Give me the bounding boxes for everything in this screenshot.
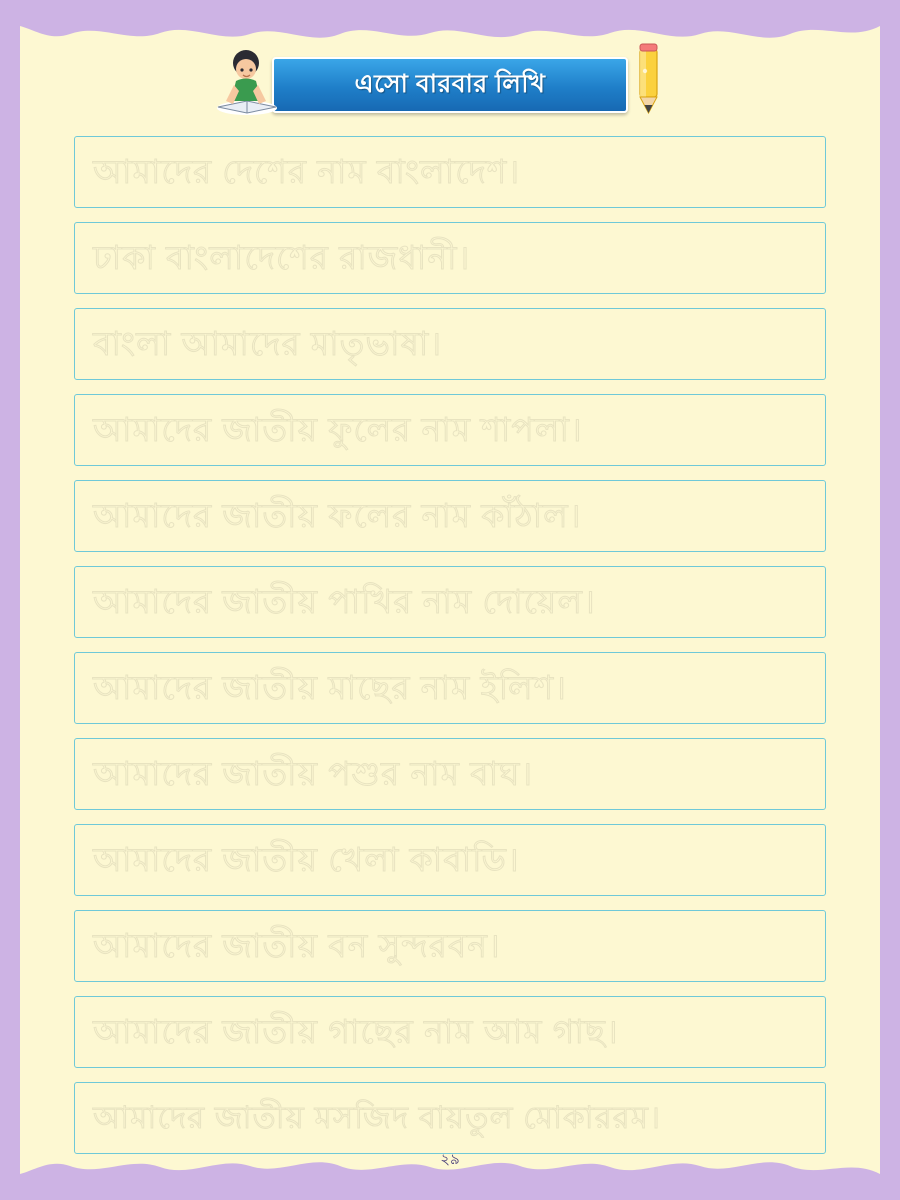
pencil-icon <box>626 43 670 119</box>
trace-text: আমাদের জাতীয় মসজিদ বায়তুল মোকাররম। <box>93 1099 662 1135</box>
header-banner <box>272 57 628 113</box>
practice-line-row[interactable] <box>74 566 826 638</box>
practice-line-row[interactable] <box>74 738 826 810</box>
trace-text: আমাদের জাতীয় খেলা কাবাডি। <box>93 840 520 878</box>
practice-line-row[interactable] <box>74 222 826 294</box>
header-banner-area <box>0 52 900 118</box>
practice-line-row[interactable] <box>74 480 826 552</box>
practice-line-row[interactable] <box>74 394 826 466</box>
practice-lines-list <box>74 136 826 1168</box>
trace-text: বাংলা আমাদের মাতৃভাষা। <box>93 324 443 362</box>
page-title: এসো বারবার লিখি <box>354 69 546 98</box>
trace-text: আমাদের জাতীয় পাখির নাম দোয়েল। <box>93 582 596 620</box>
practice-line-row[interactable] <box>74 824 826 896</box>
trace-text: আমাদের জাতীয় ফুলের নাম শাপলা। <box>93 410 583 448</box>
trace-text: আমাদের দেশের নাম বাংলাদেশ। <box>93 152 521 190</box>
decorative-wave-top <box>20 20 880 46</box>
practice-line-row[interactable] <box>74 910 826 982</box>
page-number-footer <box>0 1147 900 1174</box>
trace-text: আমাদের জাতীয় ফলের নাম কাঁঠাল। <box>93 496 582 534</box>
trace-text: আমাদের জাতীয় বন সুন্দরবন। <box>93 926 501 964</box>
practice-line-row[interactable] <box>74 1082 826 1154</box>
trace-text: আমাদের জাতীয় পশুর নাম বাঘ। <box>93 754 534 792</box>
trace-text: আমাদের জাতীয় মাছের নাম ইলিশ। <box>93 668 567 706</box>
trace-text: ঢাকা বাংলাদেশের রাজধানী। <box>93 238 471 276</box>
practice-line-row[interactable] <box>74 652 826 724</box>
trace-text: আমাদের জাতীয় গাছের নাম আম গাছ। <box>93 1012 619 1050</box>
page-number: ২৯ <box>440 1151 460 1168</box>
practice-line-row[interactable] <box>74 136 826 208</box>
practice-line-row[interactable] <box>74 308 826 380</box>
practice-line-row[interactable] <box>74 996 826 1068</box>
boy-reading-icon <box>212 45 282 117</box>
